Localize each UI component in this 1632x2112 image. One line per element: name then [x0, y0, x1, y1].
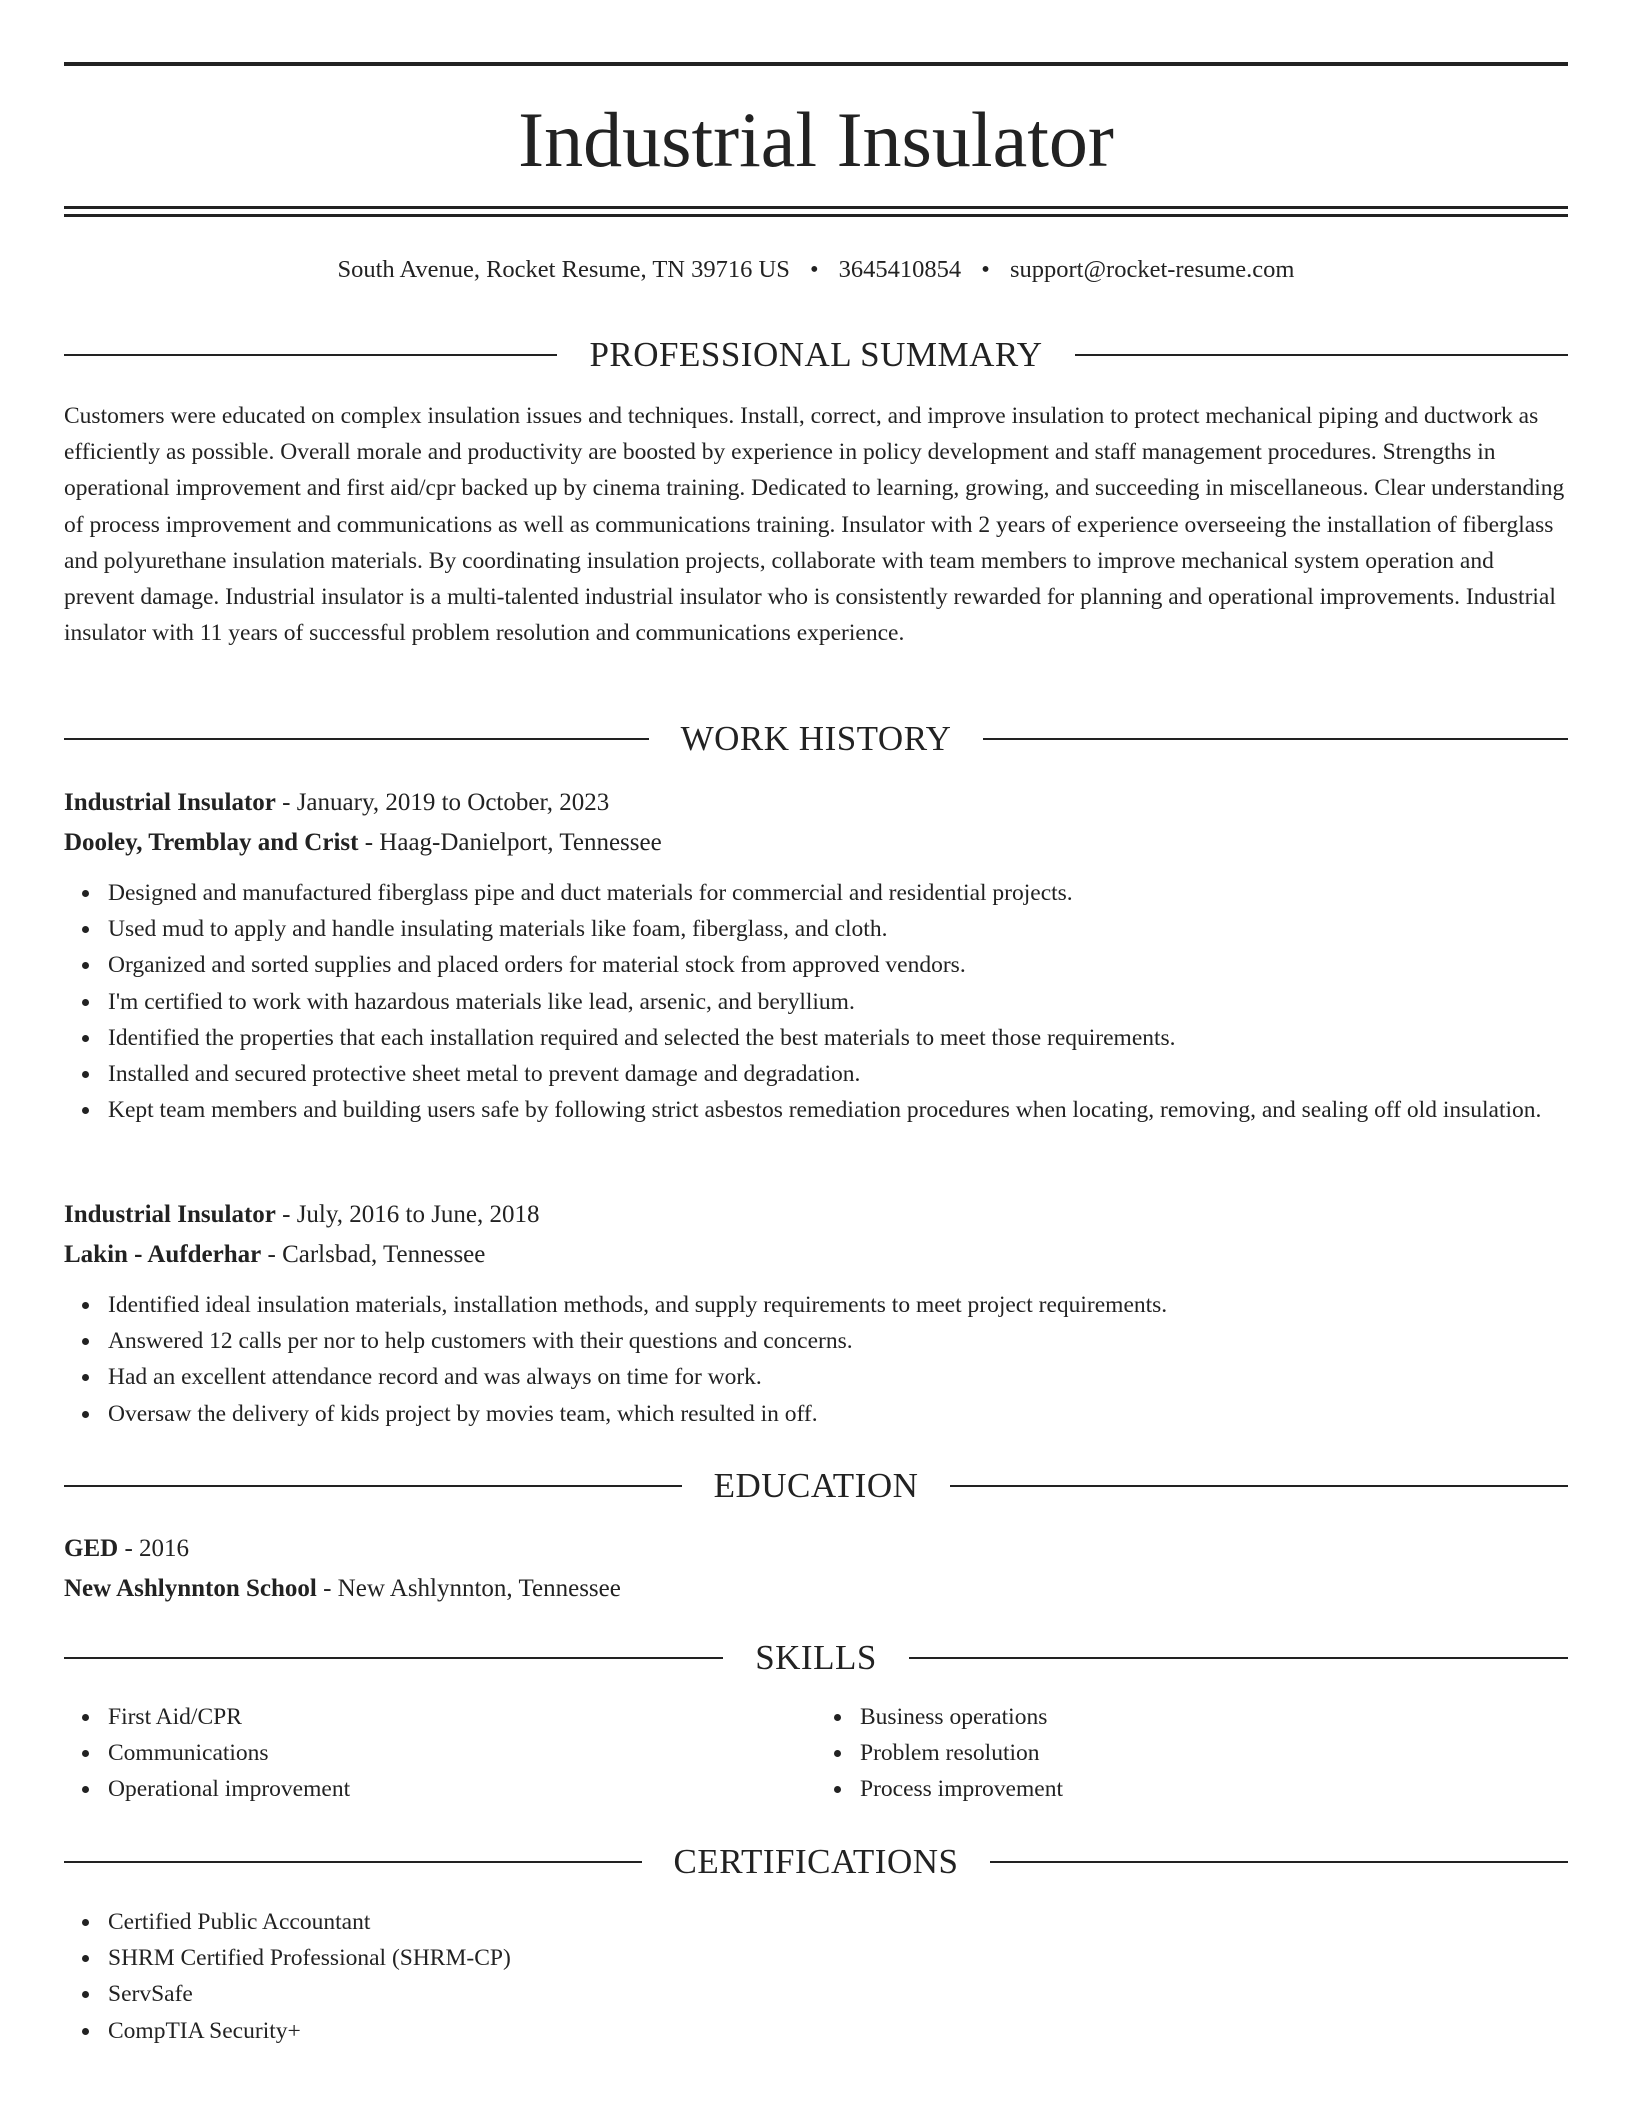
contact-separator: • — [809, 256, 819, 283]
certifications-list — [64, 1904, 1568, 2049]
section-header-certifications — [64, 1840, 1568, 1884]
certification-item: Certified Public Accountant — [108, 1904, 1568, 1940]
skills-grid — [64, 1699, 1568, 1808]
job-title: Industrial Insulator — [64, 1201, 276, 1228]
section-title: CERTIFICATIONS — [673, 1842, 959, 1881]
section-header-education — [64, 1464, 1568, 1508]
job-entry — [64, 783, 1568, 1128]
education-year: - 2016 — [118, 1535, 190, 1562]
certification-item: CompTIA Security+ — [108, 2013, 1568, 2049]
section-rule — [64, 738, 649, 740]
education-entry — [64, 1529, 1568, 1609]
section-rule — [983, 738, 1568, 740]
education-degree-line — [64, 1529, 1568, 1569]
job-bullet: Answered 12 calls per nor to help customers with their questions and concerns. — [108, 1323, 1568, 1359]
section-rule — [950, 1485, 1568, 1487]
section-rule — [64, 1657, 723, 1659]
section-rule — [64, 1485, 682, 1487]
job-company-line — [64, 1235, 1568, 1275]
section-rule — [1075, 354, 1568, 356]
education-school-line — [64, 1569, 1568, 1609]
job-dates: - January, 2019 to October, 2023 — [275, 789, 610, 816]
section-title: PROFESSIONAL SUMMARY — [589, 335, 1043, 374]
double-rule-lower — [64, 214, 1568, 217]
summary-block — [64, 398, 1568, 651]
section-rule — [64, 354, 557, 356]
section-header-summary — [64, 333, 1568, 377]
section-title: SKILLS — [755, 1638, 877, 1677]
job-bullet: I'm certified to work with hazardous materials like lead, arsenic, and beryllium. — [108, 984, 1568, 1020]
job-title-line — [64, 1195, 1568, 1235]
job-bullet: Kept team members and building users safe by following strict asbestos remediation procedures when locating, removing, and sealing off old insulation. — [108, 1092, 1568, 1128]
job-bullet: Identified ideal insulation materials, installation methods, and supply requirements to meet project requirements. — [108, 1287, 1568, 1323]
skill-item: First Aid/CPR — [108, 1699, 816, 1735]
job-bullets — [64, 875, 1568, 1128]
skill-item: Operational improvement — [108, 1771, 816, 1807]
job-bullet: Had an excellent attendance record and was always on time for work. — [108, 1359, 1568, 1395]
certification-item: ServSafe — [108, 1976, 1568, 2012]
contact-separator: • — [981, 256, 990, 283]
contact-phone: 3645410854 — [838, 256, 962, 283]
certifications-block — [64, 1904, 1568, 2049]
job-bullet: Oversaw the delivery of kids project by movies team, which resulted in off. — [108, 1396, 1568, 1432]
summary-text: Customers were educated on complex insulation issues and techniques. Install, correct, and improve insulation to protect mechanical piping and ductwork as efficiently as possible. Overall morale and productivity are boosted by experience in policy development and staff management procedures. Strengths in operational improvement and first aid/cpr backed up by cinema training. Dedicated to learning, growing, and succeeding in miscellaneous. Clear understanding of process improvement and communications as well as communications training. Insulator with 2 years of experience overseeing the installation of fiberglass and polyurethane insulation materials. By coordinating insulation projects, collaborate with team members to improve mechanical system operation and prevent damage. Industrial insulator is a multi-talented industrial insulator who is consistently rewarded for planning and operational improvements. Industrial insulator with 11 years of successful problem resolution and communications experience. — [64, 403, 1565, 647]
job-bullet: Installed and secured protective sheet metal to prevent damage and degradation. — [108, 1056, 1568, 1092]
job-dates: - July, 2016 to June, 2018 — [275, 1201, 540, 1228]
contact-address: South Avenue, Rocket Resume, TN 39716 US — [337, 256, 790, 283]
job-entry — [64, 1195, 1568, 1432]
contact-line — [0, 254, 1632, 286]
job-bullet: Used mud to apply and handle insulating materials like foam, fiberglass, and cloth. — [108, 911, 1568, 947]
section-header-work — [64, 717, 1568, 761]
section-rule — [909, 1657, 1568, 1659]
job-company-line — [64, 823, 1568, 863]
skill-item: Communications — [108, 1735, 816, 1771]
section-rule — [64, 1861, 642, 1863]
section-header-skills — [64, 1636, 1568, 1680]
double-rule-upper — [64, 206, 1568, 209]
section-title: EDUCATION — [713, 1466, 919, 1505]
job-bullet: Organized and sorted supplies and placed orders for material stock from approved vendors. — [108, 947, 1568, 983]
job-bullets — [64, 1287, 1568, 1432]
page-title: Industrial Insulator — [518, 96, 1114, 183]
contact-email: support@rocket-resume.com — [1009, 256, 1295, 283]
certification-item: SHRM Certified Professional (SHRM-CP) — [108, 1940, 1568, 1976]
section-title: WORK HISTORY — [680, 719, 952, 758]
job-title: Industrial Insulator — [64, 789, 276, 816]
job-company: Lakin - Aufderhar — [64, 1241, 262, 1268]
top-rule — [64, 62, 1568, 66]
skill-item: Business operations — [860, 1699, 1568, 1735]
job-bullet: Identified the properties that each installation required and selected the best materials to meet those requirements. — [108, 1020, 1568, 1056]
education-degree: GED — [64, 1535, 119, 1562]
skill-item: Process improvement — [860, 1771, 1568, 1807]
skill-item: Problem resolution — [860, 1735, 1568, 1771]
skills-column-left — [64, 1699, 816, 1808]
section-rule — [990, 1861, 1568, 1863]
job-location: - Carlsbad, Tennessee — [261, 1241, 486, 1268]
education-location: - New Ashlynnton, Tennessee — [316, 1575, 621, 1602]
job-company: Dooley, Tremblay and Crist — [64, 829, 359, 856]
education-school: New Ashlynnton School — [64, 1575, 317, 1602]
skills-column-right — [816, 1699, 1568, 1808]
job-bullet: Designed and manufactured fiberglass pipe and duct materials for commercial and residential projects. — [108, 875, 1568, 911]
job-location: - Haag-Danielport, Tennessee — [358, 829, 662, 856]
job-title-line — [64, 783, 1568, 823]
